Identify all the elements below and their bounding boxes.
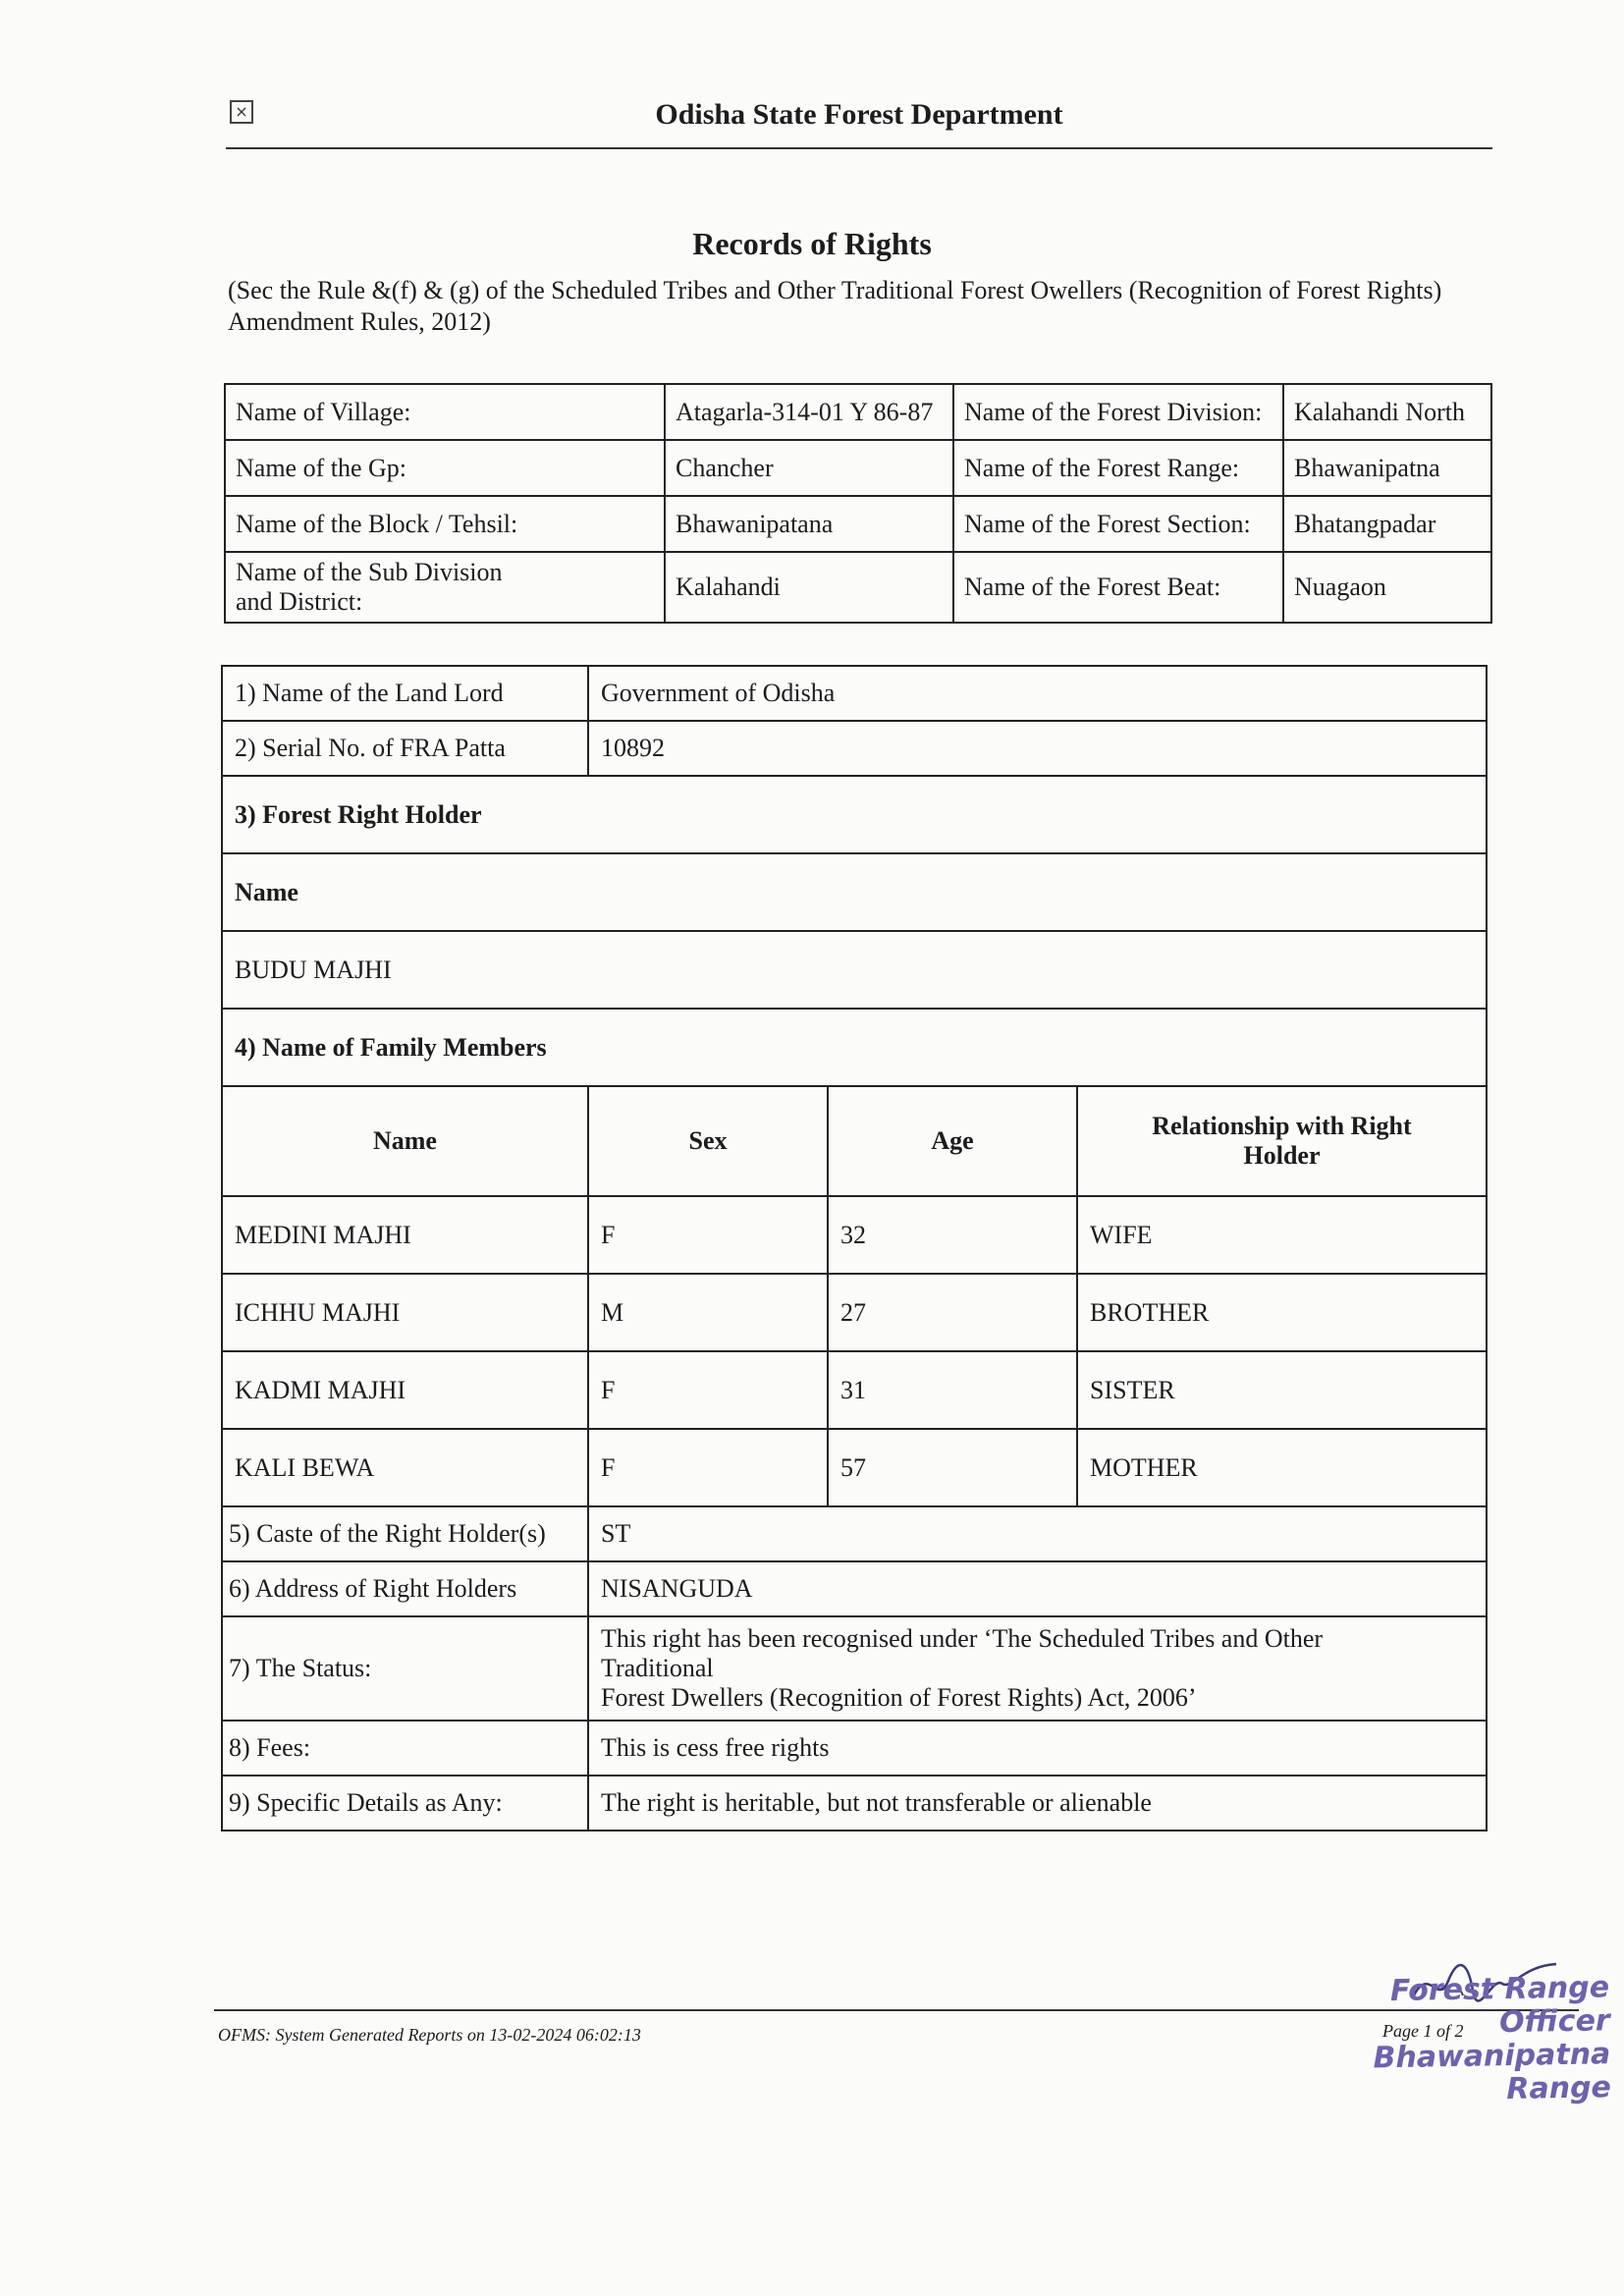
broken-image-icon: ×: [230, 100, 253, 124]
table-row: [225, 440, 1491, 496]
member-relation: MOTHER: [1077, 1429, 1487, 1506]
table-row: [222, 931, 1487, 1009]
member-sex: F: [588, 1196, 828, 1274]
status-text-line1: This right has been recognised under ‘The Scheduled Tribes and Other Traditional: [601, 1624, 1324, 1682]
table-row: [222, 853, 1487, 931]
member-name: MEDINI MAJHI: [222, 1196, 588, 1274]
right-holder-heading: 3) Forest Right Holder: [222, 776, 1487, 853]
serial-label: 2) Serial No. of FRA Patta: [222, 721, 588, 776]
status-value: [588, 1616, 1487, 1721]
forest-division-label: Name of the Forest Division:: [953, 384, 1283, 440]
gp-value: Chancher: [665, 440, 953, 496]
status-text-line2: Forest Dwellers (Recognition of Forest Rights) Act, 2006’: [601, 1683, 1197, 1712]
member-sex: F: [588, 1351, 828, 1429]
document-title: Records of Rights: [692, 226, 932, 261]
stamp-line2: Bhawanipatna Range: [1373, 2037, 1612, 2107]
table-row: [222, 776, 1487, 853]
status-label: 7) The Status:: [222, 1616, 588, 1721]
gp-label: Name of the Gp:: [225, 440, 665, 496]
address-label: 6) Address of Right Holders: [222, 1561, 588, 1616]
landlord-value: Government of Odisha: [588, 666, 1487, 721]
village-value: Atagarla-314-01 Y 86-87: [665, 384, 953, 440]
village-label: Name of Village:: [225, 384, 665, 440]
member-name: KALI BEWA: [222, 1429, 588, 1506]
block-value: Bhawanipatana: [665, 496, 953, 552]
family-heading: 4) Name of Family Members: [222, 1009, 1487, 1086]
member-relation: SISTER: [1077, 1351, 1487, 1429]
generated-report-text: OFMS: System Generated Reports on 13-02-2024 06:02:13: [218, 2025, 641, 2045]
specific-details-value: The right is heritable, but not transferable or alienable: [588, 1776, 1487, 1831]
member-relation: BROTHER: [1077, 1274, 1487, 1351]
member-age: 32: [828, 1196, 1077, 1274]
stamp-line1: Forest Range Officer: [1389, 1970, 1610, 2041]
department-title: Odisha State Forest Department: [655, 98, 1063, 131]
member-sex: F: [588, 1429, 828, 1506]
page-header: [226, 94, 1492, 149]
block-label: Name of the Block / Tehsil:: [225, 496, 665, 552]
subdivision-label: Name of the Sub Division and District:: [225, 552, 665, 623]
forest-range-value: Bhawanipatna: [1283, 440, 1491, 496]
fees-label: 8) Fees:: [222, 1721, 588, 1776]
member-relation: WIFE: [1077, 1196, 1487, 1274]
record-table: [221, 665, 1488, 1831]
address-value: NISANGUDA: [588, 1561, 1487, 1616]
holder-name: BUDU MAJHI: [222, 931, 1487, 1009]
column-header-relationship: Relationship with Right Holder: [1077, 1086, 1487, 1196]
serial-value: 10892: [588, 721, 1487, 776]
member-name: KADMI MAJHI: [222, 1351, 588, 1429]
forest-range-label: Name of the Forest Range:: [953, 440, 1283, 496]
table-row: [222, 1506, 1487, 1561]
member-age: 27: [828, 1274, 1077, 1351]
member-name: ICHHU MAJHI: [222, 1274, 588, 1351]
page-number: Page 1 of 2: [1382, 2021, 1464, 2041]
caste-label: 5) Caste of the Right Holder(s): [222, 1506, 588, 1561]
family-row: [222, 1274, 1487, 1351]
member-age: 57: [828, 1429, 1077, 1506]
family-row: [222, 1196, 1487, 1274]
landlord-label: 1) Name of the Land Lord: [222, 666, 588, 721]
family-row: [222, 1429, 1487, 1506]
table-row: [222, 1616, 1487, 1721]
table-row: [222, 666, 1487, 721]
column-header-sex: Sex: [588, 1086, 828, 1196]
forest-section-label: Name of the Forest Section:: [953, 496, 1283, 552]
column-header-name: Name: [222, 1086, 588, 1196]
forest-section-value: Bhatangpadar: [1283, 496, 1491, 552]
caste-value: ST: [588, 1506, 1487, 1561]
table-row: [222, 1009, 1487, 1086]
member-sex: M: [588, 1274, 828, 1351]
fees-value: This is cess free rights: [588, 1721, 1487, 1776]
family-header-row: [222, 1086, 1487, 1196]
member-age: 31: [828, 1351, 1077, 1429]
forest-beat-value: Nuagaon: [1283, 552, 1491, 623]
column-header-age: Age: [828, 1086, 1077, 1196]
document-subtitle: (Sec the Rule &(f) & (g) of the Scheduled Tribes and Other Traditional Forest Owellers (Recognition of Forest Rights) Amendment Rules, 2012): [228, 276, 1442, 336]
family-row: [222, 1351, 1487, 1429]
forest-beat-label: Name of the Forest Beat:: [953, 552, 1283, 623]
forest-division-value: Kalahandi North: [1283, 384, 1491, 440]
table-row: [225, 384, 1491, 440]
table-row: [222, 1721, 1487, 1776]
table-row: [222, 721, 1487, 776]
specific-details-label: 9) Specific Details as Any:: [222, 1776, 588, 1831]
table-row: [222, 1776, 1487, 1831]
table-row: [225, 552, 1491, 623]
location-table: [224, 383, 1492, 624]
subdivision-value: Kalahandi: [665, 552, 953, 623]
table-row: [222, 1561, 1487, 1616]
table-row: [225, 496, 1491, 552]
holder-name-heading: Name: [222, 853, 1487, 931]
